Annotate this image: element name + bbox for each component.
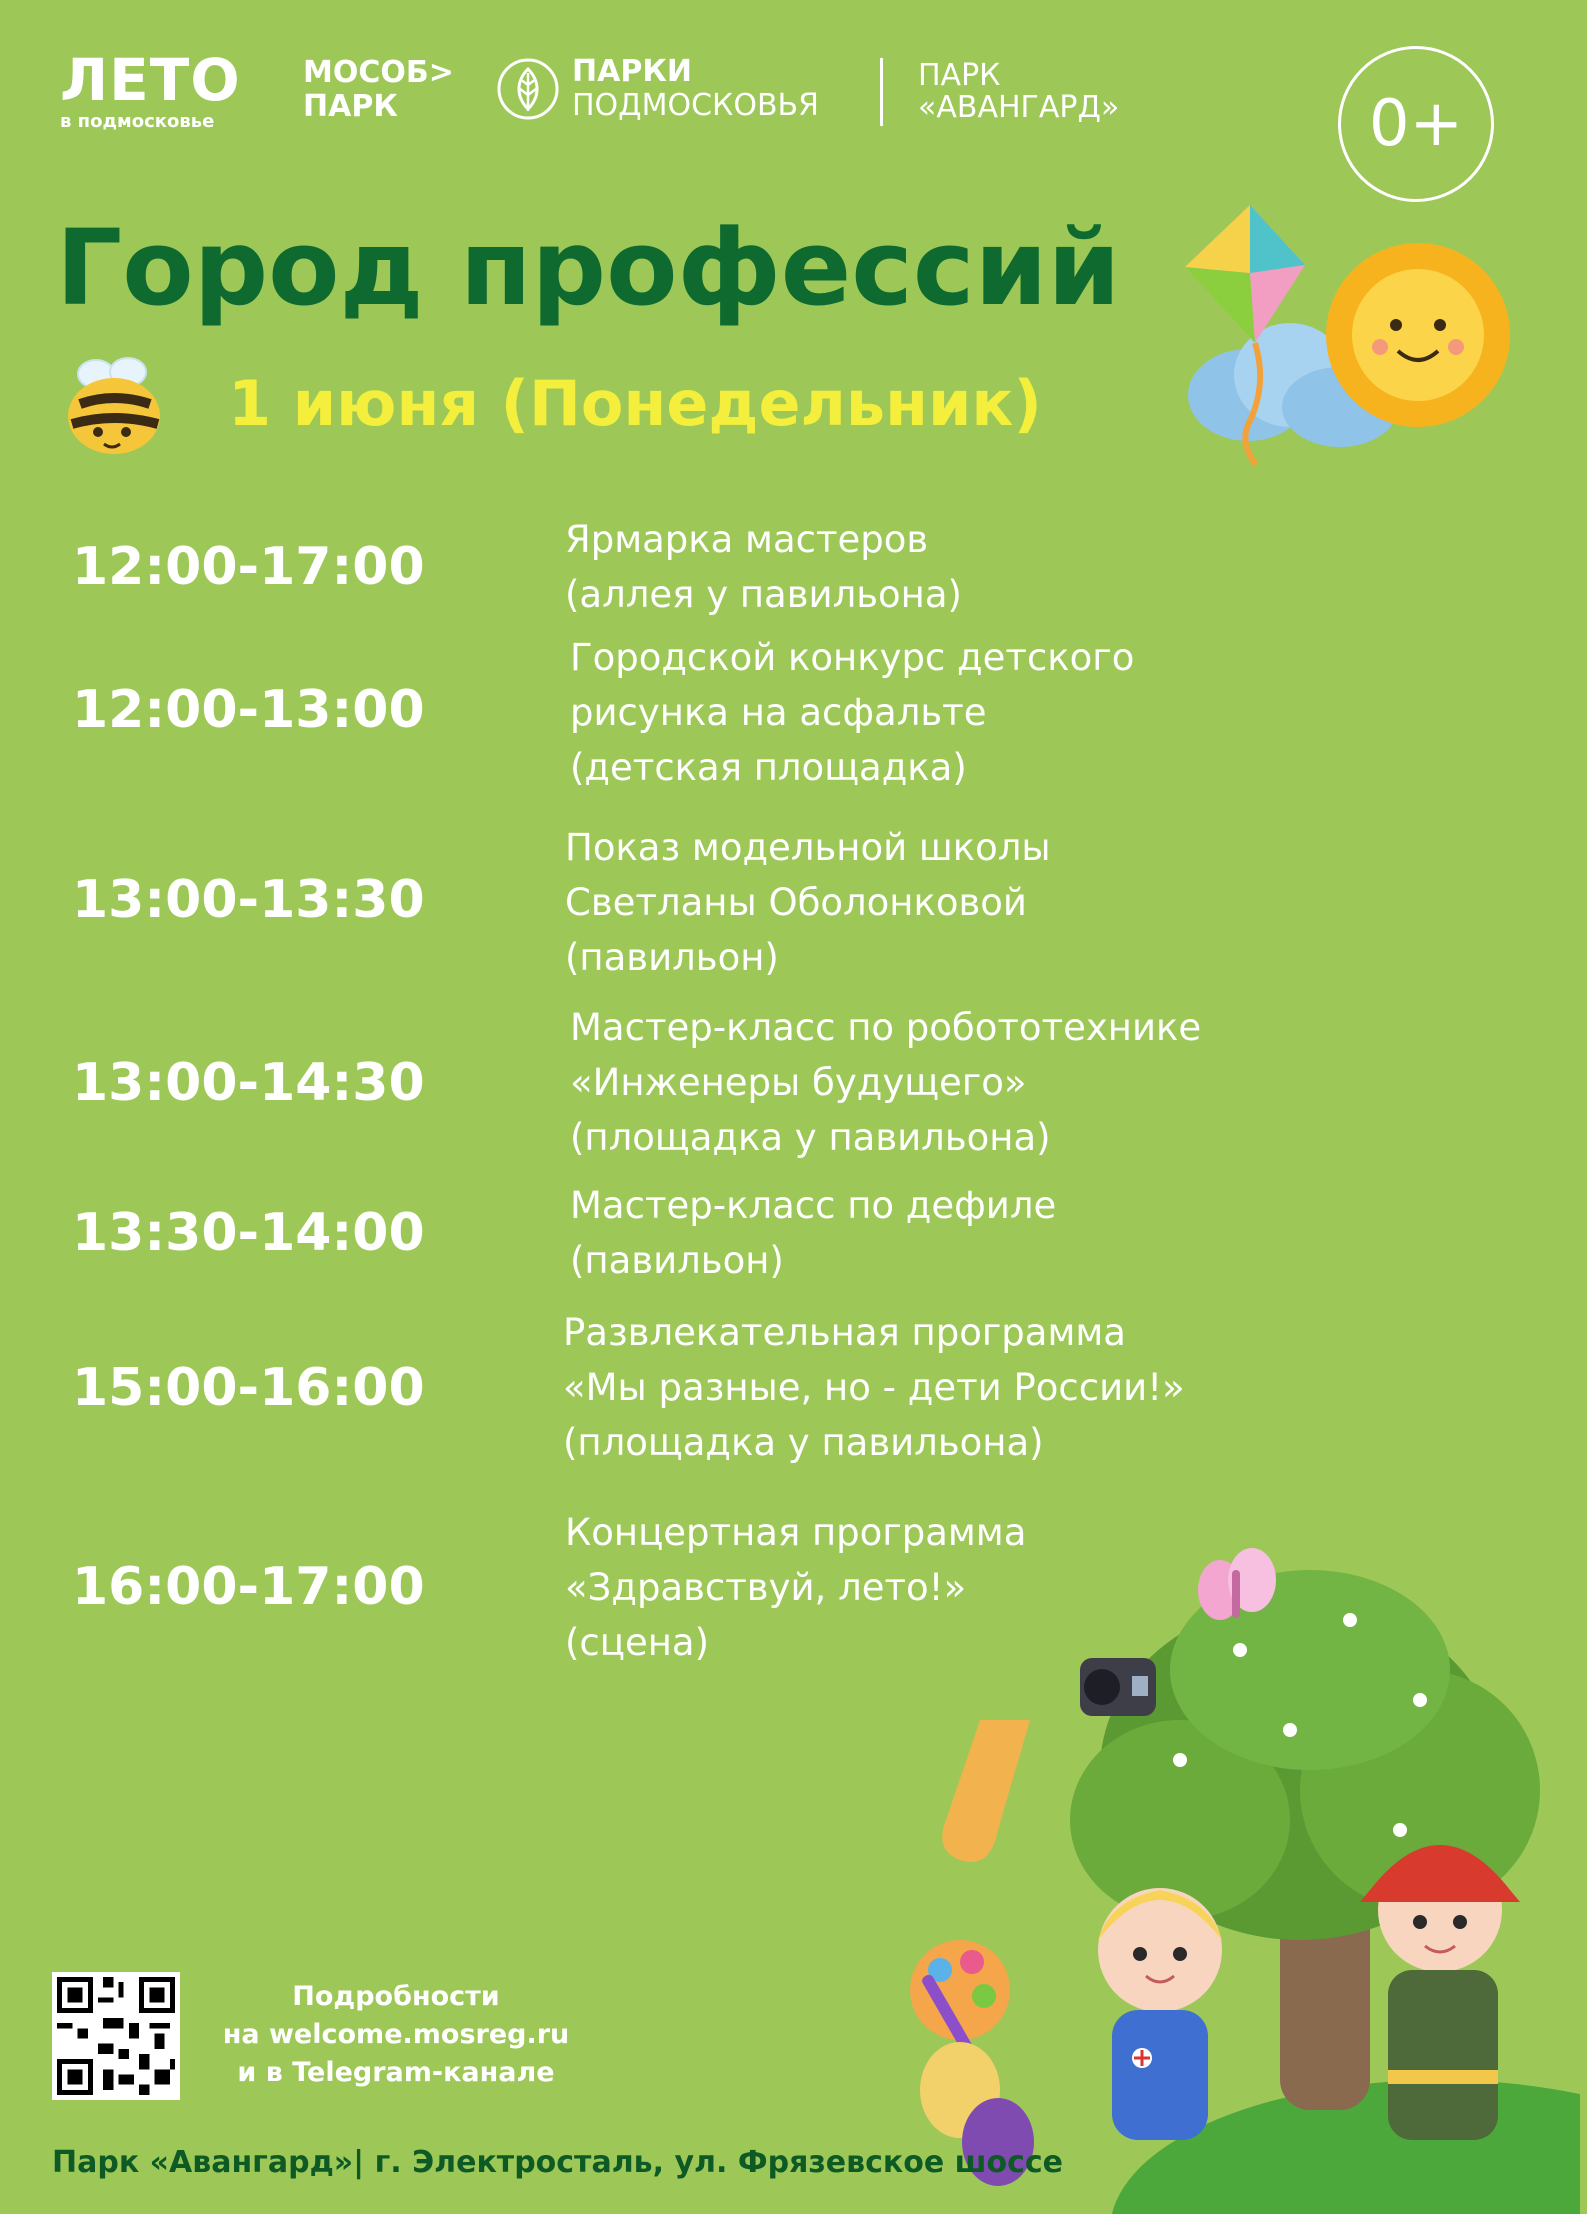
saxophone-icon <box>942 1720 1030 1862</box>
paint-palette-icon <box>910 1940 1010 2057</box>
mosobpark-logo <box>303 56 454 124</box>
event-line: (павильон) <box>565 936 779 979</box>
leto-logo <box>60 46 241 132</box>
schedule-event <box>565 512 962 622</box>
schedule-event <box>563 1305 1185 1470</box>
event-line: (сцена) <box>565 1621 710 1664</box>
event-line: (площадка у павильона) <box>563 1421 1044 1464</box>
parks-podmoskovya-logo <box>496 55 819 123</box>
event-line: Городской конкурс детского <box>570 636 1135 679</box>
sun-icon <box>1326 243 1510 427</box>
schedule-event <box>570 630 1134 795</box>
parks-logo-line1: ПАРКИ <box>572 54 692 89</box>
event-line: Концертная программа <box>565 1511 1027 1554</box>
event-line: Мастер-класс по дефиле <box>570 1184 1057 1227</box>
leto-logo-title: ЛЕТО <box>60 46 241 114</box>
age-rating-badge: 0+ <box>1338 46 1494 202</box>
event-line: «Мы разные, но - дети России!» <box>563 1366 1185 1409</box>
poster-title: Город профессий <box>56 207 1121 329</box>
schedule-event <box>570 1000 1201 1165</box>
schedule-time: 15:00-16:00 <box>72 1358 425 1418</box>
avangard-logo-line1: ПАРК <box>918 58 1001 93</box>
event-line: (аллея у павильона) <box>565 573 962 616</box>
schedule-time: 12:00-17:00 <box>72 537 425 597</box>
event-line: (площадка у павильона) <box>570 1116 1051 1159</box>
mosobpark-logo-line2: ПАРК <box>303 89 398 124</box>
event-line: (павильон) <box>570 1239 784 1282</box>
details-line: и в Telegram-канале <box>237 2057 555 2088</box>
schedule-time: 13:00-14:30 <box>72 1053 425 1113</box>
schedule-event <box>565 820 1051 985</box>
event-line: (детская площадка) <box>570 746 967 789</box>
camera-icon <box>1080 1658 1156 1716</box>
mosobpark-logo-line1: МОСОБ> <box>303 55 454 90</box>
bee-icon <box>58 352 178 462</box>
event-line: «Инженеры будущего» <box>570 1061 1027 1104</box>
leaf-emblem-icon <box>496 57 560 121</box>
event-line: Ярмарка мастеров <box>565 518 929 561</box>
leto-logo-subtitle: в подмосковье <box>60 111 215 132</box>
event-line: «Здравствуй, лето!» <box>565 1566 967 1609</box>
details-line: Подробности <box>292 1981 500 2012</box>
footer-address: Парк «Авангард»| г. Электросталь, ул. Фрязевское шоссе <box>52 2145 1064 2180</box>
girl-doctor-figure <box>1098 1888 1222 2140</box>
event-line: рисунка на асфальте <box>570 691 987 734</box>
event-line: Показ модельной школы <box>565 826 1051 869</box>
event-date: 1 июня (Понедельник) <box>228 367 1042 440</box>
parks-logo-line2: ПОДМОСКОВЬЯ <box>572 88 819 123</box>
event-line: Светланы Оболонковой <box>565 881 1027 924</box>
qr-code[interactable] <box>52 1972 180 2100</box>
event-line: Мастер-класс по робототехнике <box>570 1006 1202 1049</box>
schedule-time: 13:30-14:00 <box>72 1203 425 1263</box>
details-info <box>196 1978 596 2092</box>
schedule-event <box>570 1178 1056 1288</box>
park-avangard-logo <box>918 60 1119 124</box>
event-line: Развлекательная программа <box>563 1311 1126 1354</box>
avangard-logo-line2: «АВАНГАРД» <box>918 90 1120 125</box>
schedule-time: 13:00-13:30 <box>72 870 425 930</box>
schedule-time: 16:00-17:00 <box>72 1557 425 1617</box>
kite-cloud-sun-illustration <box>1140 195 1560 475</box>
header-divider <box>880 58 883 126</box>
details-link[interactable]: на welcome.mosreg.ru <box>222 2019 570 2050</box>
schedule-time: 12:00-13:00 <box>72 680 425 740</box>
tree-kids-illustration <box>880 1530 1580 2214</box>
